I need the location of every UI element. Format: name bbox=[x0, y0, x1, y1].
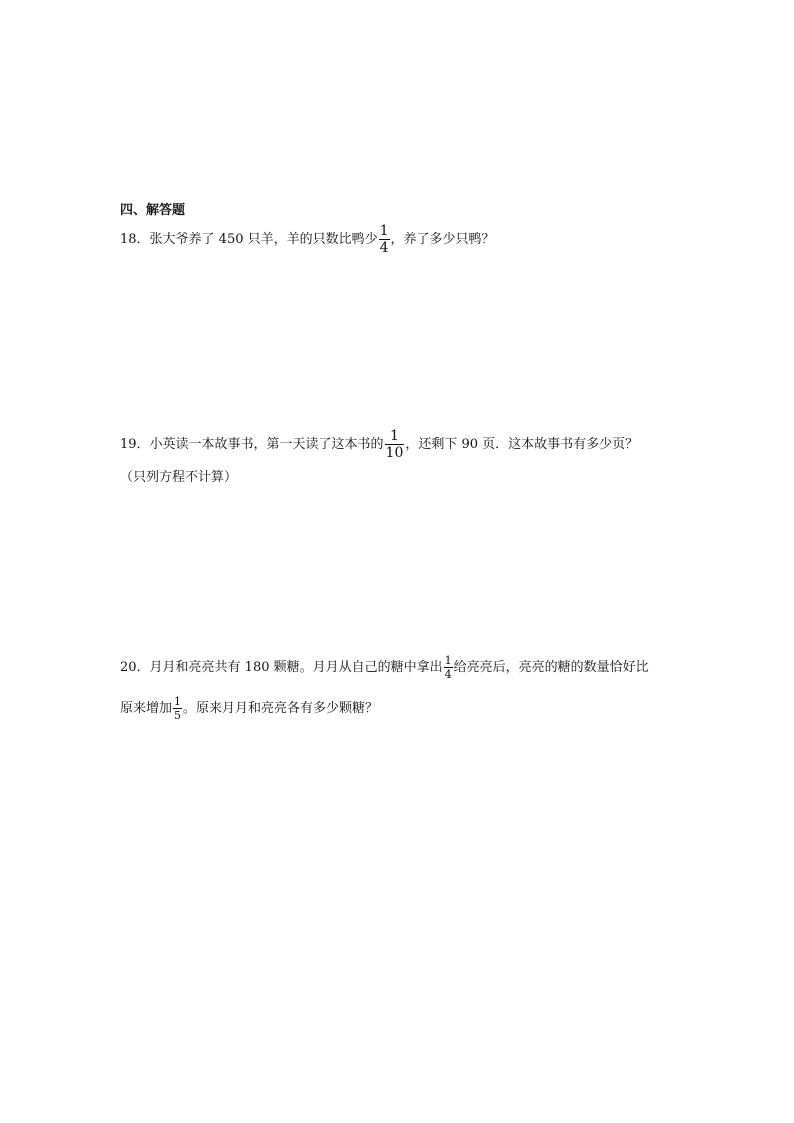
question-20-line-2 bbox=[120, 696, 378, 721]
fraction-denominator: 10 bbox=[385, 445, 404, 461]
fraction-denominator: 4 bbox=[444, 668, 452, 681]
fraction-one-quarter bbox=[379, 224, 390, 255]
question-20-line-1 bbox=[120, 655, 649, 680]
question-19-text-end: ，还剩下 90 页．这本故事书有多少页？ bbox=[405, 436, 639, 452]
fraction-numerator: 1 bbox=[174, 695, 182, 708]
question-20-text-start: 20．月月和亮亮共有 180 颗糖。月月从自己的糖中拿出 bbox=[120, 659, 443, 675]
fraction-denominator: 5 bbox=[174, 709, 182, 722]
question-18-text-end: ，养了多少只鸭？ bbox=[390, 231, 495, 247]
question-18-text-start: 18．张大爷养了 450 只羊，羊的只数比鸭少 bbox=[120, 231, 378, 247]
fraction-denominator: 4 bbox=[379, 240, 389, 256]
question-20-text-line2-start: 原来增加 bbox=[120, 700, 173, 716]
question-20-text-end: 。原来月月和亮亮各有多少颗糖？ bbox=[183, 700, 379, 716]
fraction-one-quarter bbox=[444, 655, 453, 680]
section-title: 四、解答题 bbox=[120, 203, 186, 218]
question-19 bbox=[120, 429, 638, 460]
fraction-numerator: 1 bbox=[379, 223, 389, 239]
fraction-one-fifth bbox=[173, 696, 182, 721]
fraction-numerator: 1 bbox=[444, 654, 452, 667]
question-19-note bbox=[120, 469, 237, 487]
question-19-note-text: （只列方程不计算） bbox=[120, 470, 238, 485]
fraction-numerator: 1 bbox=[390, 428, 399, 444]
question-18 bbox=[120, 224, 495, 255]
question-20-text-mid: 给亮亮后，亮亮的糖的数量恰好比 bbox=[453, 659, 649, 675]
question-19-text-start: 19．小英读一本故事书，第一天读了这本书的 bbox=[120, 436, 384, 452]
fraction-one-tenth bbox=[385, 429, 405, 460]
